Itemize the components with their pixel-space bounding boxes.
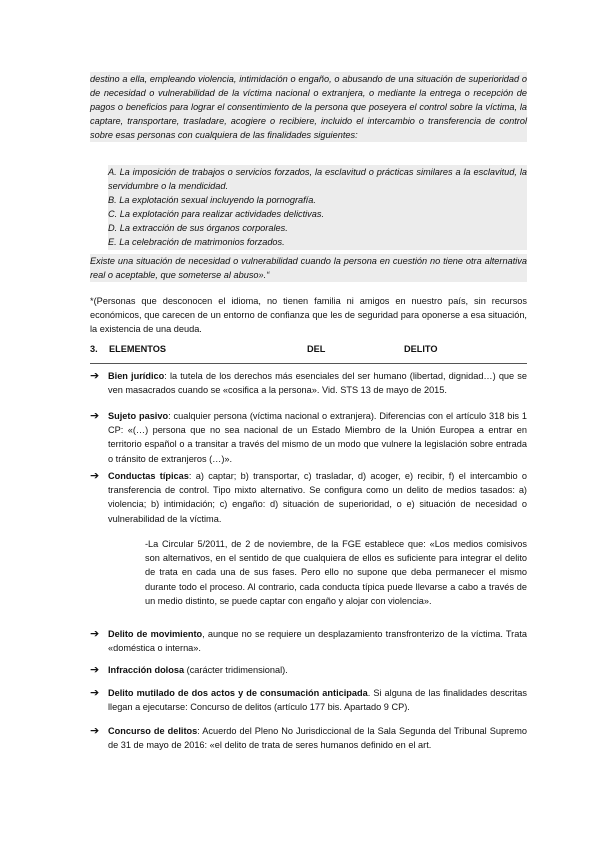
bullet-label: Conductas típicas xyxy=(108,471,189,481)
bullet-label: Delito de movimiento xyxy=(108,629,203,639)
bullet-text: : cualquier persona (víctima nacional o extranjera). Diferencias con el artículo 318 bis 1 CP: «(…) persona que no sea nacional de un Estado Miembro de la Unión Europea a entrar en territorio español o a transitar a través del mismo de un modo que vulnere la legislación sobre entrada o tránsito de extranjeros (…)». xyxy=(108,411,528,464)
bullet-item xyxy=(90,369,527,397)
bullet-label: Concurso de delitos xyxy=(108,726,198,736)
arrow-icon: ➔ xyxy=(90,370,100,382)
finalidades-list xyxy=(108,165,527,250)
bullet-item xyxy=(90,663,527,677)
bullet-text: . Si alguna de las finalidades descritas llegan a ejecutarse: Concurso de delitos (artículo 177 bis. Apartado 9 CP). xyxy=(108,688,527,713)
arrow-icon: ➔ xyxy=(90,664,100,676)
section-number: 3. xyxy=(90,344,98,354)
bullet-item xyxy=(90,724,527,752)
finalidad-item: D. La extracción de sus órganos corporales. xyxy=(108,223,288,234)
circular-citation: -La Circular 5/2011, de 2 de noviembre, de la FGE establece que: «Los medios comisivos son alternativos, en el sentido de que cualquiera de ellos es suficiente para integrar el delito de trata en cada una de sus fases. Pero ello no supone que deba permanecer el mismo durante todo el proceso. Al contrario, cada conducta típica puede llevarse a cabo a través de un medio distinto, se puede captar con engaño y alojar con violencia». xyxy=(145,539,527,606)
section-word: DELITO xyxy=(404,344,438,354)
section-word: ELEMENTOS xyxy=(109,344,167,354)
section-word: DEL xyxy=(307,344,326,354)
bullet-item xyxy=(90,469,527,526)
quote-close: Existe una situación de necesidad o vulnerabilidad cuando la persona en cuestión no tiene otra alternativa real o aceptable, que someterse al abuso».“ xyxy=(90,254,527,282)
bullet-item xyxy=(90,627,527,655)
arrow-icon: ➔ xyxy=(90,725,100,737)
bullet-text: , aunque no se requiere un desplazamiento transfronterizo de la víctima. Trata «doméstica o interna». xyxy=(108,629,527,654)
finalidad-item: A. La imposición de trabajos o servicios forzados, la esclavitud o prácticas similares a la esclavitud, la servidumbre o la mendicidad. xyxy=(108,167,527,192)
arrow-icon: ➔ xyxy=(90,687,100,699)
section-divider xyxy=(90,363,527,364)
bullet-label: Delito mutilado de dos actos y de consumación anticipada xyxy=(108,688,368,698)
bullet-label: Sujeto pasivo xyxy=(108,411,169,421)
finalidad-item: E. La celebración de matrimonios forzados. xyxy=(108,237,285,248)
arrow-icon: ➔ xyxy=(90,410,100,422)
bullet-text: : la tutela de los derechos más esenciales del ser humano (libertad, dignidad…) que se ven masacrados cuando se «cosifica a la persona». Vid. STS 13 de mayo de 2015. xyxy=(108,371,527,396)
bullet-item xyxy=(90,409,527,466)
section-heading xyxy=(90,344,527,358)
bullet-item xyxy=(90,686,527,714)
bullet-text: : a) captar; b) transportar, c) trasladar, d) acoger, e) recibir, f) el intercambio o transferencia de control. Tipo mixto alternativo. Se configura como un delito de medios tasados: a) violencia; b) intimidación; c) engaño: d) situación de superioridad, o e) situación de necesidad o vulnerabilidad de la víctima. xyxy=(108,471,527,524)
bullet-text: : Acuerdo del Pleno No Jurisdiccional de la Sala Segunda del Tribunal Supremo de 31 de mayo de 2016: «el delito de trata de seres humanos definido en el art. xyxy=(108,726,527,751)
footnote-text: *(Personas que desconocen el idioma, no tienen familia ni amigos en nuestro país, sin recursos económicos, que carecen de un entorno de confianza que les de seguridad para oponerse a esa situación, la existencia de una deuda. xyxy=(90,296,527,334)
finalidad-item: C. La explotación para realizar actividades delictivas. xyxy=(108,209,325,220)
quote-intro: destino a ella, empleando violencia, intimidación o engaño, o abusando de una situación de superioridad o de necesidad o vulnerabilidad de la víctima nacional o extranjera, o mediante la entrega o recepción de pagos o beneficios para lograr el consentimiento de la persona que poseyera el control sobre la víctima, la captare, transportare, trasladare, acogiere o recibiere, incluido el intercambio o transferencia de control sobre esas personas con cualquiera de las finalidades siguientes: xyxy=(90,72,527,142)
arrow-icon: ➔ xyxy=(90,628,100,640)
arrow-icon: ➔ xyxy=(90,470,100,482)
bullet-label: Bien jurídico xyxy=(108,371,165,381)
bullet-text: (carácter tridimensional). xyxy=(184,665,288,675)
finalidad-item: B. La explotación sexual incluyendo la pornografía. xyxy=(108,195,316,206)
bullet-label: Infracción dolosa xyxy=(108,665,185,675)
